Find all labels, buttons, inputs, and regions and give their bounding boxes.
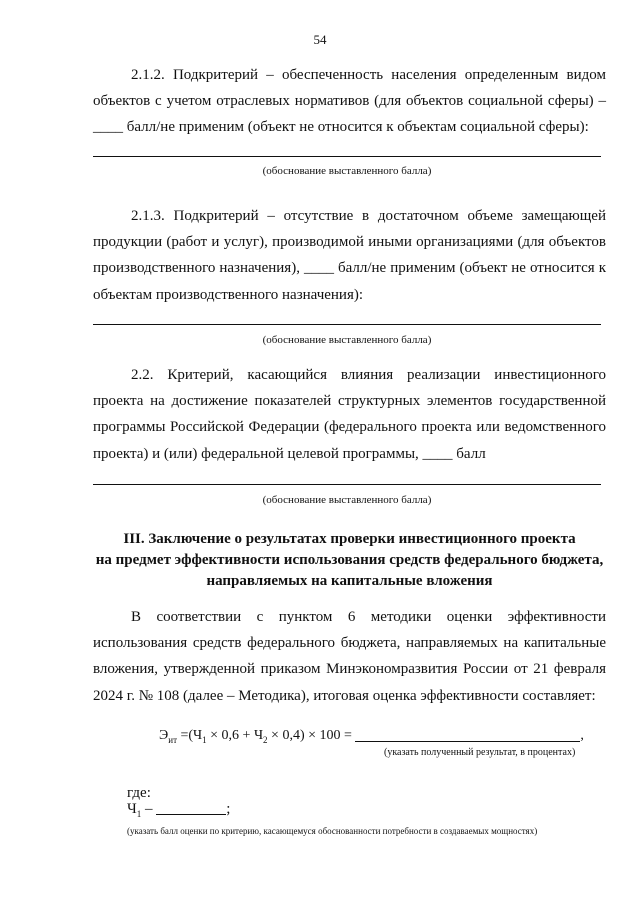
section-heading-line-2: на предмет эффективности использования средств федерального бюджета,	[95, 552, 604, 568]
ch1-definition: $Ч_1$ – ;	[127, 801, 231, 819]
conclusion-paragraph-text: В соответствии с пунктом 6 методики оценки эффективности использования средств федерального бюджета, направляемых на капитальные вложения, утвержденной приказом Минэкономразвития России от 21 февраля 2024 г. № 108 (далее – Методика), итоговая оценка эффективности составляет:	[93, 609, 606, 704]
justification-line-2	[93, 324, 601, 325]
formula-result-caption: (указать полученный результат, в процентах)	[384, 747, 576, 758]
subcriterion-2-1-3	[93, 203, 606, 308]
subcriterion-2-1-2	[93, 62, 606, 141]
justification-caption-2: (обоснование выставленного балла)	[262, 334, 432, 346]
formula-result-blank	[355, 727, 580, 742]
justification-caption-3: (обоснование выставленного балла)	[262, 494, 432, 506]
ch1-caption: (указать балл оценки по критерию, касающемуся обоснованности потребности в создаваемых мощностях)	[127, 826, 538, 836]
section-heading-line-1: III. Заключение о результатах проверки инвестиционного проекта	[123, 531, 576, 547]
justification-line-1	[93, 156, 601, 157]
where-label: где:	[127, 785, 151, 801]
ch1-blank	[156, 802, 226, 815]
subcriterion-2-1-2-text: 2.1.2. Подкритерий – обеспеченность населения определенным видом объектов с учетом отраслевых нормативов (для объектов социальной сферы) – ____ балл/не применим (объект не относится к объектам социальной сферы):	[93, 67, 606, 136]
justification-caption-1: (обоснование выставленного балла)	[262, 165, 432, 177]
justification-line-3	[93, 484, 601, 485]
efficiency-formula: $Э_{ит} =(Ч_1 \times 0,6 + Ч_2 \times 0,4) \times 100$ = ,	[159, 728, 584, 745]
criterion-2-2	[93, 362, 606, 467]
section-heading-line-3: направляемых на капитальные вложения	[206, 573, 493, 589]
page-number: 54	[313, 32, 327, 47]
subcriterion-2-1-3-text: 2.1.3. Подкритерий – отсутствие в достаточном объеме замещающей продукции (работ и услуг), производимой иными организациями (для объектов производственного назначения), ____ балл/не применим (объект не относится к объектам производственного назначения):	[93, 208, 606, 303]
section-heading	[93, 529, 606, 592]
conclusion-paragraph	[93, 604, 606, 709]
criterion-2-2-text: 2.2. Критерий, касающийся влияния реализации инвестиционного проекта на достижение показателей структурных элементов государственной программы Российской Федерации (федерального проекта или ведомственного проекта) и (или) федеральной целевой программы, ____ балл	[93, 367, 606, 462]
